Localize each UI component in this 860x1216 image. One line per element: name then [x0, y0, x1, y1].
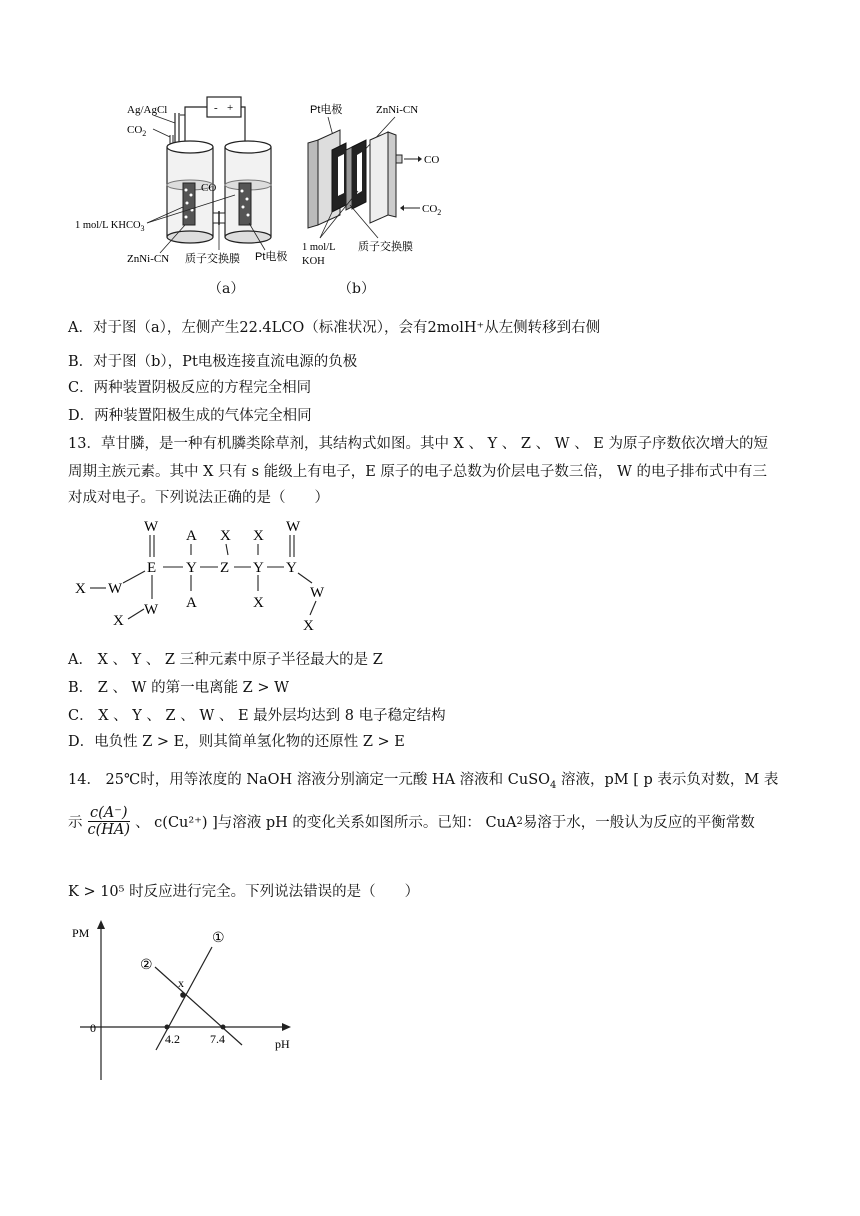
- co2-label-a: $CO_2$: [127, 124, 147, 138]
- atom-a-bottom: A: [186, 595, 197, 611]
- atom-e: E: [147, 560, 157, 576]
- atom-z: Z: [220, 560, 230, 576]
- q12-option-d: D．两种装置阳极生成的气体完全相同: [68, 408, 312, 424]
- x-tick-4-2: 4.2: [165, 1032, 180, 1046]
- line-2-label: ②: [140, 958, 153, 973]
- q12-option-a: A．对于图（a），左侧产生22.4LCO（标准状况），会有2molH⁺从左侧转移到右侧: [68, 320, 601, 336]
- q13-option-d: D．电负性 Z > E，则其简单氢化物的还原性 Z > E: [68, 734, 405, 750]
- line-1-label: ①: [212, 931, 225, 946]
- atom-y1: Y: [186, 560, 197, 576]
- q12-option-b: B．对于图（b），Pt电极连接直流电源的负极: [68, 354, 358, 370]
- atom-x-bottom: X: [253, 595, 264, 611]
- atom-x-lower: X: [113, 613, 124, 629]
- point-7-4: [221, 1025, 226, 1030]
- point-x-label: x: [178, 976, 184, 990]
- atom-w-bottom: W: [144, 602, 159, 618]
- figure-b-cell: [300, 95, 450, 270]
- atom-x-top2: X: [253, 528, 264, 544]
- point-4-2: [165, 1025, 170, 1030]
- atom-x-right: X: [303, 618, 314, 634]
- figure-b-caption: （b）: [338, 281, 375, 297]
- figure-a-electrolyzer: [75, 95, 305, 270]
- znni-label-a: ZnNi-CN: [127, 253, 170, 265]
- origin-label: 0: [90, 1021, 96, 1035]
- power-plus: +: [227, 102, 234, 114]
- agcl-label: Ag/AgCl: [127, 104, 168, 116]
- figure-a-caption: （a）: [208, 281, 245, 297]
- q13-stem-line3: 对成对电子。下列说法正确的是（ ）: [68, 490, 329, 506]
- q13-option-a: A． X 、 Y 、 Z 三种元素中原子半径最大的是 Z: [68, 652, 383, 668]
- atom-w-top1: W: [144, 519, 159, 535]
- koh-label-1: 1 mol/L: [302, 242, 336, 253]
- pt-label-a: Pt电极: [255, 251, 288, 263]
- intersection-point: [180, 992, 186, 998]
- atom-a-top: A: [186, 528, 197, 544]
- q13-option-c: C． X 、 Y 、 Z 、 W 、 E 最外层均达到 8 电子稳定结构: [68, 708, 446, 724]
- structure-formula: [70, 515, 350, 640]
- y-axis-label: PM: [72, 926, 90, 940]
- q14-stem-line3: K > 10⁵ 时反应进行完全。下列说法错误的是（ ）: [68, 884, 420, 900]
- x-axis-label: pH: [275, 1037, 290, 1051]
- power-supply: [207, 97, 241, 117]
- co-label-a: CO: [201, 182, 217, 194]
- x-tick-7-4: 7.4: [210, 1032, 225, 1046]
- pm-ph-graph: [70, 915, 310, 1085]
- q14-stem-line1: 14． 25℃时，用等浓度的 NaOH 溶液分别滴定一元酸 HA 溶液和 CuSO$_4$ 溶液，pM [ p 表示负对数，M 表: [68, 772, 779, 791]
- membrane-label-b: 质子交换膜: [358, 241, 413, 253]
- q14-stem-line2: 示 c(A⁻) c(HA) 、 c(Cu²⁺) ]与溶液 pH 的变化关系如图所示。已知： CuA 2 易溶于水，一般认为反应的平衡常数: [68, 805, 755, 838]
- atom-w-top2: W: [286, 519, 301, 535]
- q13-stem-line1: 13．草甘膦，是一种有机膦类除草剂，其结构式如图。其中 X 、 Y 、 Z 、 W 、 E 为原子序数依次增大的短: [68, 436, 768, 452]
- co-label-b: CO: [424, 154, 440, 166]
- khco3-label: 1 mol/L $KHCO_3$: [75, 220, 145, 233]
- znni-label-b: ZnNi-CN: [376, 104, 419, 116]
- co2-label-b: $CO_2$: [422, 203, 442, 217]
- membrane-label-a: 质子交换膜: [185, 253, 240, 265]
- q12-option-c: C．两种装置阴极反应的方程完全相同: [68, 380, 312, 396]
- atom-y2: Y: [253, 560, 264, 576]
- power-minus: -: [214, 102, 218, 114]
- atom-x-left: X: [75, 581, 86, 597]
- atom-w-right: W: [310, 585, 325, 601]
- atom-w-left: W: [108, 581, 123, 597]
- q13-option-b: B． Z 、 W 的第一电离能 Z > W: [68, 680, 290, 696]
- koh-label-2: KOH: [302, 256, 325, 267]
- fraction: c(A⁻) c(HA): [87, 805, 131, 838]
- atom-x-top1: X: [220, 528, 231, 544]
- atom-y3: Y: [286, 560, 297, 576]
- pt-label-b: Pt电极: [310, 104, 343, 116]
- q13-stem-line2: 周期主族元素。其中 X 只有 s 能级上有电子，E 原子的电子总数为价层电子数三倍， W 的电子排布式中有三: [68, 464, 768, 480]
